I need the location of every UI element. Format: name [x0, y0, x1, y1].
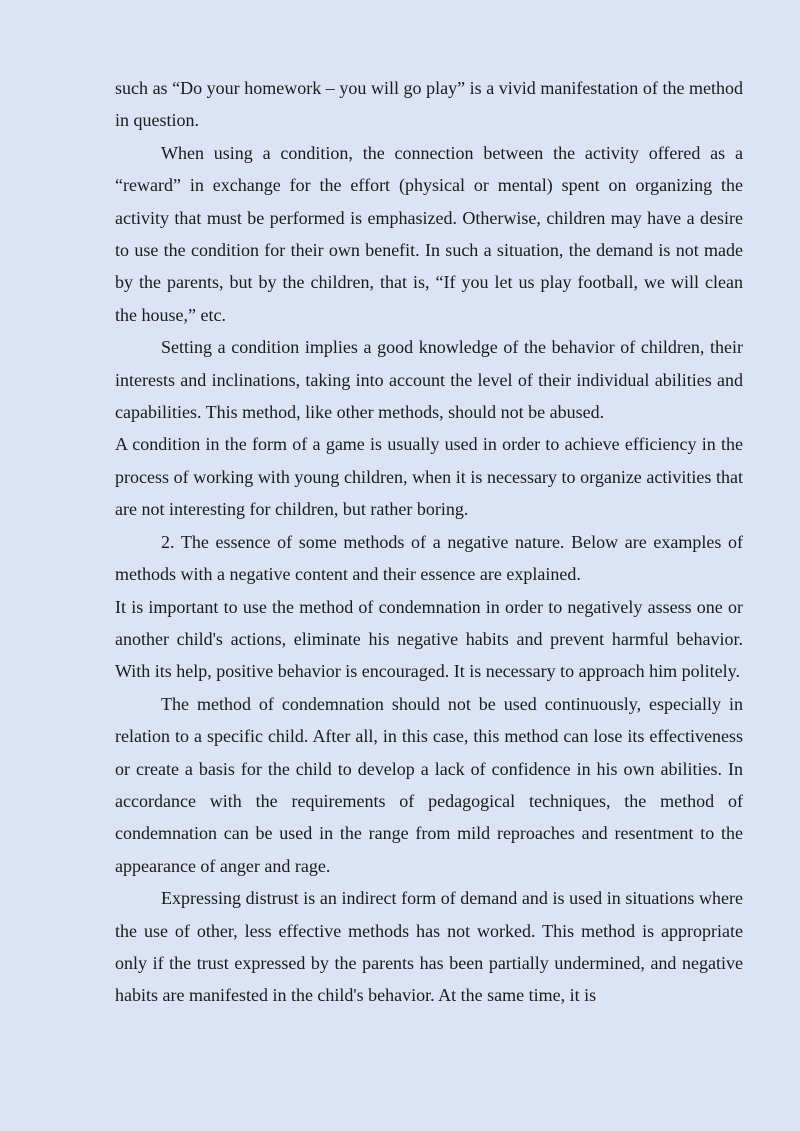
paragraph-7: The method of condemnation should not be used continuously, especially in relation to a specific child. After all, in this case, this method can lose its effectiveness or create a basis for the child to develop a lack of confidence in his own abilities. In accordance with the requirements of pedagogical techniques, the method of condemnation can be used in the range from mild reproaches and resentment to the appearance of anger and rage.: [115, 693, 743, 876]
paragraph-5: 2. The essence of some methods of a negative nature. Below are examples of methods with a negative content and their essence are explained.: [115, 531, 743, 585]
paragraph-4: A condition in the form of a game is usually used in order to achieve efficiency in the process of working with young children, when it is necessary to organize activities that are not interesting for children, but rather boring.: [115, 434, 743, 520]
paragraph-2: When using a condition, the connection between the activity offered as a “reward” in exchange for the effort (physical or mental) spent on organizing the activity that must be performed is emphasized. Otherwise, children may have a desire to use the condition for their own benefit. In such a situation, the demand is not made by the parents, but by the children, that is, “If you let us play football, we will clean the house,” etc.: [115, 142, 743, 325]
paragraph-1: such as “Do your homework – you will go play” is a vivid manifestation of the method in question.: [115, 78, 743, 131]
paragraph-8: Expressing distrust is an indirect form of demand and is used in situations where the use of other, less effective methods has not worked. This method is appropriate only if the trust expressed by the parents has been partially undermined, and negative habits are manifested in the child's behavior. At the same time, it is: [115, 888, 743, 1006]
paragraph-6: It is important to use the method of condemnation in order to negatively assess one or another child's actions, eliminate his negative habits and prevent harmful behavior. With its help, positive behavior is encouraged. It is necessary to approach him politely.: [115, 596, 743, 682]
paragraph-3: Setting a condition implies a good knowledge of the behavior of children, their interests and inclinations, taking into account the level of their individual abilities and capabilities. This method, like other methods, should not be abused.: [115, 337, 743, 423]
